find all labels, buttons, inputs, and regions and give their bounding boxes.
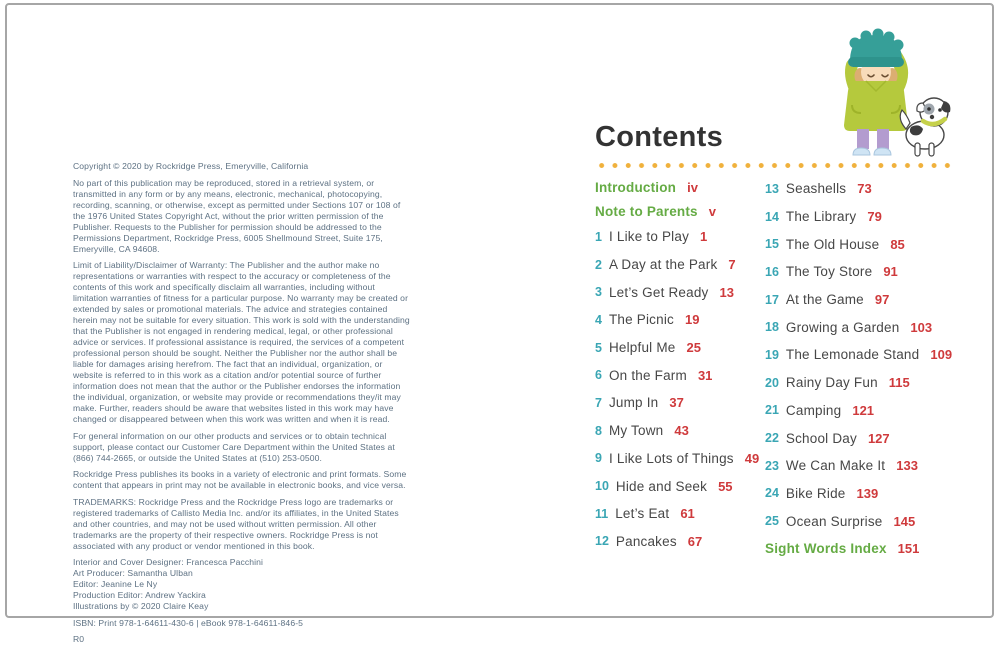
dotted-divider — [595, 162, 955, 169]
toc-entry-page: 43 — [674, 423, 689, 439]
print-run-code: R0 — [73, 634, 85, 644]
toc-entry-title: Let’s Eat — [615, 506, 670, 522]
toc-entry-title: Ocean Surprise — [785, 513, 883, 529]
toc-entry — [765, 313, 995, 341]
toc-entry-page: 145 — [893, 513, 916, 529]
toc-entry — [765, 507, 995, 535]
toc-entry-page: 79 — [867, 209, 882, 225]
beanie-hat — [848, 29, 904, 68]
toc-entry — [765, 452, 995, 480]
toc-entry-number: 1 — [595, 229, 602, 244]
toc-entry-title: The Toy Store — [785, 264, 873, 280]
toc-entry-title: Bike Ride — [785, 485, 846, 501]
toc-entry-page: 1 — [700, 229, 708, 245]
toc-entry-number: 9 — [595, 451, 602, 466]
toc-entry-title: Pancakes — [615, 533, 677, 549]
toc-entry-title: Note to Parents — [595, 203, 698, 219]
toc-entry-number: 17 — [765, 292, 779, 307]
toc-entry-page: 127 — [867, 430, 890, 446]
liability-disclaimer: Limit of Liability/Disclaimer of Warranty: The Publisher and the author make no representations or warranties with respect to the accuracy or completeness of the contents of this work and specifically disclaim all warranties, including without limitation warranties of fitness for a particular purpose. No warranty may be created or extended by sales or promotional materials. The advice and strategies contained herein may not be suitable for every situation. This work is sold with the understanding that the Publisher is not engaged in rendering medical, legal, or other professional advice or services. If professional assistance is required, the services of a competent professional person should be sought. Neither the Publisher nor the author shall be liable for damages arising herefrom. The fact that an individual, organization, or website is referred to in this work as a citation and/or potential source of further information does not mean that the author or the Publisher endorses the information the individual, organization, or website may provide or recommendations they/it may make. Further, readers should be aware that websites listed in this work may have changed or disappeared between when this work was written and when it is read. — [73, 260, 410, 424]
toc-entry-page: 55 — [718, 478, 733, 494]
credit-designer: Interior and Cover Designer: Francesca Pacchini — [73, 557, 264, 567]
toc-entry-number: 10 — [595, 479, 609, 494]
toc-entry-number: 11 — [595, 506, 609, 521]
toc-entry-title: School Day — [785, 430, 857, 446]
toc-entry-title: A Day at the Park — [608, 257, 718, 273]
toc-entry-number: 21 — [765, 403, 779, 418]
book-spread — [5, 3, 994, 644]
toc-entry-page: 67 — [687, 533, 703, 549]
toc-entry-number: 7 — [595, 395, 602, 410]
toc-entry-number: 14 — [765, 209, 779, 224]
customer-care-info: For general information on our other products and services or to obtain technical support, please contact our Customer Care Department within the United States at (866) 744-2665, or outside the United States at (510) 253-0500. — [73, 430, 395, 463]
toc-entry — [765, 258, 995, 286]
copyright-page — [73, 161, 411, 651]
toc-entry-page: 13 — [719, 284, 734, 300]
toc-entry-title: Sight Words Index — [765, 541, 887, 557]
toc-entry — [765, 230, 995, 258]
toc-entry — [765, 203, 995, 231]
toc-entry-title: Seashells — [785, 181, 847, 197]
toc-entry-page: 73 — [857, 181, 872, 197]
toc-entry-page: 37 — [669, 395, 684, 411]
toc-entry — [765, 424, 995, 452]
toc-entry-number: 12 — [595, 534, 609, 549]
toc-entry-title: The Picnic — [608, 312, 674, 328]
credit-illustrations: Illustrations by © 2020 Claire Keay — [73, 601, 209, 611]
reproduction-notice: No part of this publication may be reproduced, stored in a retrieval system, or transmitted in any form or by any means, electronic, mechanical, photocopying, recording, scanning, or otherwise, except as permitted under Sections 107 or 108 of the 1976 United States Copyright Act, without the prior written permission of the Publisher. Requests to the Publisher for permission should be addressed to the Permissions Department, Rockridge Press, 6005 Shellmound Street, Suite 175, Emeryville, CA 94608. — [73, 177, 401, 254]
toc-entry — [765, 175, 995, 203]
toc-entry-page: 7 — [728, 257, 736, 273]
toc-entry-page: 25 — [686, 340, 701, 356]
copyright-line: Copyright © 2020 by Rockridge Press, Emeryville, California — [73, 161, 309, 171]
toc-entry — [765, 397, 995, 425]
toc-entry-number: 6 — [595, 368, 602, 383]
toc-entry-title: At the Game — [785, 292, 864, 308]
credits-block — [73, 557, 411, 612]
toc-entry-number: 5 — [595, 340, 602, 355]
toc-entry-number: 3 — [595, 285, 602, 300]
toc-entry-page: 49 — [744, 450, 760, 466]
toc-entry-page: 139 — [856, 485, 879, 501]
contents-title: Contents — [595, 121, 724, 153]
toc-entry-title: On the Farm — [608, 367, 687, 383]
toc-entry-page: 115 — [888, 375, 910, 391]
toc-entry-page: 19 — [684, 312, 700, 328]
isbn-line: ISBN: Print 978-1-64611-430-6 | eBook 978-1-64611-846-5 — [73, 617, 304, 628]
toc-entry-page: 91 — [883, 264, 898, 280]
toc-entry-title: I Like to Play — [608, 229, 690, 245]
toc-entry — [765, 286, 995, 314]
toc-entry-title: The Old House — [785, 236, 880, 252]
toc-entry-number: 15 — [765, 237, 779, 252]
toc-entry-title: We Can Make It — [785, 458, 886, 474]
toc-entry-number: 25 — [765, 514, 779, 529]
credit-editor: Editor: Jeanine Le Ny — [73, 579, 158, 589]
toc-entry-number: 8 — [595, 423, 602, 438]
toc-entry-title: Let’s Get Ready — [608, 284, 709, 300]
toc-entry-number: 20 — [765, 375, 779, 390]
toc-entry-page: 103 — [910, 319, 933, 335]
toc-entry-title: Hide and Seek — [615, 478, 708, 494]
toc-entry-page: 31 — [697, 367, 713, 383]
toc-entry-number: 22 — [765, 431, 779, 446]
toc-entry-title: Jump In — [608, 395, 659, 411]
dog-figure — [900, 98, 950, 156]
toc-entry-title: I Like Lots of Things — [608, 450, 734, 466]
toc-entry-number: 18 — [765, 320, 779, 335]
toc-entry-page: 121 — [852, 402, 875, 418]
toc-entry-number: 19 — [765, 347, 779, 362]
toc-entry-title: Introduction — [595, 179, 677, 195]
toc-entry-page: 133 — [896, 458, 918, 474]
toc-entry-number: 24 — [765, 486, 779, 501]
toc-entry-number: 23 — [765, 458, 779, 473]
coat — [844, 81, 908, 131]
toc-entry-number: 16 — [765, 264, 779, 279]
toc-entry-number: 4 — [595, 312, 602, 327]
toc-entry-page: v — [708, 203, 717, 219]
toc-entry-title: The Library — [785, 209, 857, 225]
credit-art-producer: Art Producer: Samantha Ulban — [73, 568, 193, 578]
toc-entry — [765, 369, 995, 397]
toc-entry-title: Growing a Garden — [785, 319, 900, 335]
toc-entry — [765, 341, 995, 369]
girl-figure — [844, 29, 908, 156]
girl-and-dog-illustration — [819, 15, 999, 163]
toc-entry-page: iv — [687, 179, 698, 195]
toc-column-2 — [765, 175, 995, 563]
toc-entry — [765, 480, 995, 508]
toc-entry-number: 13 — [765, 181, 779, 196]
toc-entry — [765, 535, 995, 563]
toc-entry-title: Rainy Day Fun — [785, 375, 878, 391]
toc-entry-page: 85 — [890, 236, 905, 252]
toc-entry-title: My Town — [608, 423, 664, 439]
toc-entry-title: Helpful Me — [608, 340, 676, 356]
toc-entry-number: 2 — [595, 257, 602, 272]
toc-entry-page: 109 — [930, 347, 953, 363]
formats-notice: Rockridge Press publishes its books in a variety of electronic and print formats. Some content that appears in print may not be available in electronic books, and vice versa. — [73, 469, 407, 490]
credit-production-editor: Production Editor: Andrew Yackira — [73, 590, 206, 600]
toc-entry-title: The Lemonade Stand — [785, 347, 920, 363]
toc-entry-page: 61 — [680, 506, 695, 522]
toc-entry-page: 151 — [897, 541, 920, 557]
trademarks-notice: TRADEMARKS: Rockridge Press and the Rockridge Press logo are trademarks or registered trademarks of Callisto Media Inc. and/or its affiliates, in the United States and other countries, and may not be used without written permission. All other trademarks are the property of their respective owners. Rockridge Press is not associated with any product or vendor mentioned in this book. — [73, 496, 399, 551]
toc-entry-title: Camping — [785, 402, 842, 418]
toc-entry-page: 97 — [874, 292, 890, 308]
